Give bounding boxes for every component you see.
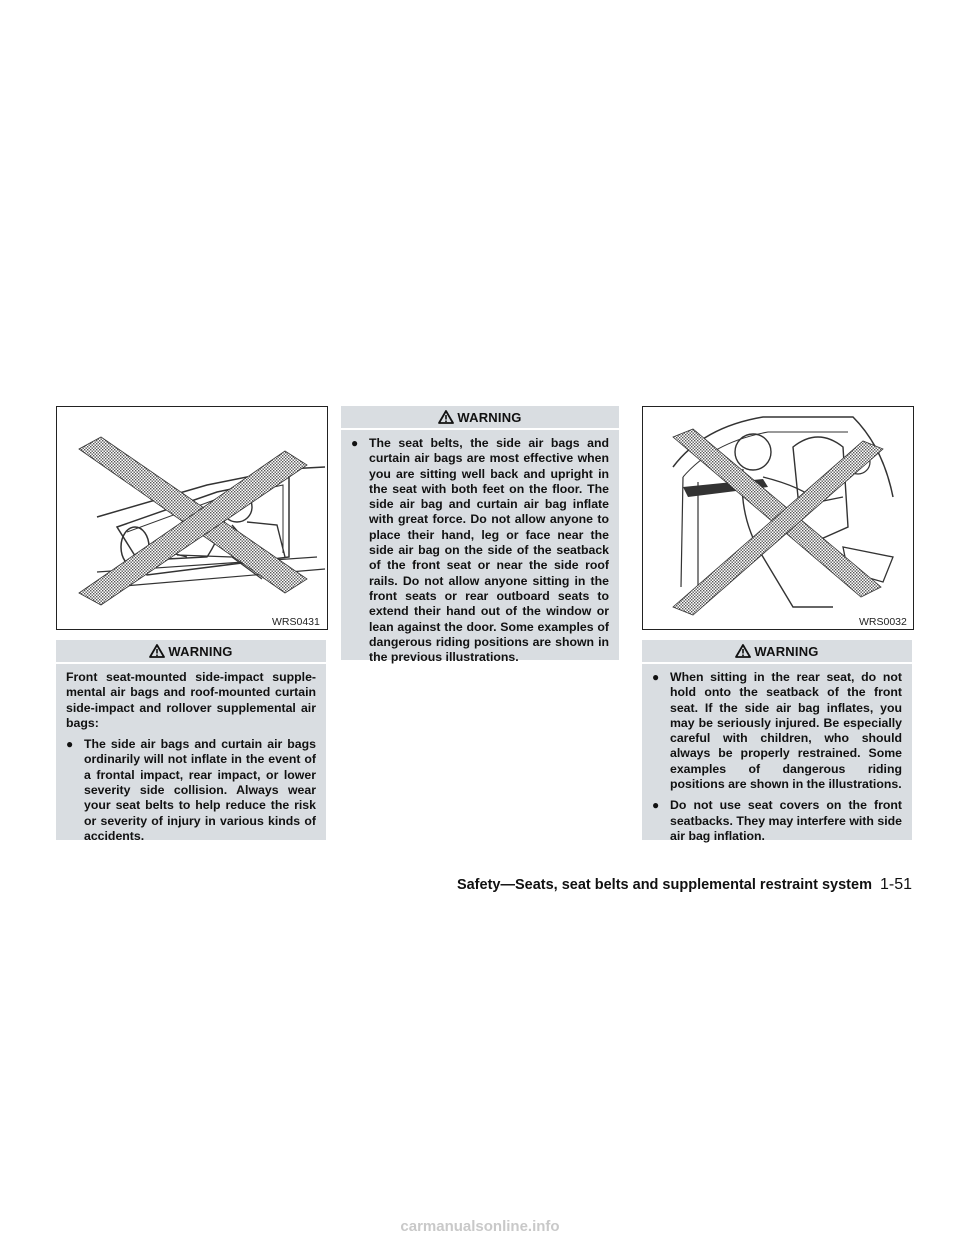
figure-code: WRS0032 <box>859 616 907 628</box>
list-item-text: The seat belts, the side air bags and curtain air bags are most effective when you are sitting well back and upright in the seat with both feet on the floor. The side air bag and curtain air bag inflate with great force. Do not allow anyone to place their hand, leg or face near the side air bag on the side of the seatback of the front seat or near the side roof rails. Do not allow anyone sitting in the front seats or rear outboard seats to extend their hand out of the window or lean against the door. Some examples of dangerous riding positions are shown in the previous illustrations. <box>369 436 609 665</box>
list-item <box>652 670 902 792</box>
warning-title: WARNING <box>168 643 233 659</box>
bullet-icon: ● <box>652 670 660 684</box>
warning-box-left <box>56 640 326 843</box>
warning-triangle-icon <box>438 410 454 424</box>
list-item-text: The side air bags and curtain air bags ordinarily will not inflate in the event of a frontal impact, rear impact, or lower severity side collision. Always wear your seat belts to help reduce the risk or severity of injury in various kinds of accidents. <box>84 737 316 843</box>
figure-code: WRS0431 <box>272 616 320 628</box>
page-number: 1-51 <box>879 876 912 893</box>
bullet-icon: ● <box>652 798 660 813</box>
warning-intro: Front seat-mounted side-impact supple-mental air bags and roof-mounted curtain side-impact and rollover supplemental air bags: <box>66 670 316 730</box>
watermark-link[interactable]: carmanualsonline.info <box>400 1218 560 1235</box>
warning-list <box>66 737 316 844</box>
list-item-text: When sitting in the rear seat, do not hold onto the seatback of the front seat. If the side air bag inflates, you may be seriously injured. Be especially careful with children, who should always be properly restrained. Some examples of dangerous riding positions are shown in the illustrations. <box>670 670 902 792</box>
illustration-drawing <box>57 407 327 629</box>
warning-heading <box>341 406 619 430</box>
illustration-drawing <box>643 407 913 629</box>
warning-list <box>652 670 902 844</box>
warning-title: WARNING <box>754 643 819 659</box>
warning-triangle-icon <box>735 644 751 658</box>
footer-section-title: Safety—Seats, seat belts and supplemental restraint system <box>456 877 872 893</box>
warning-triangle-icon <box>149 644 165 658</box>
warning-title: WARNING <box>457 409 522 425</box>
list-item <box>652 798 902 844</box>
page-footer <box>457 876 912 894</box>
bullet-icon: ● <box>351 436 359 450</box>
warning-box-middle <box>341 406 619 665</box>
list-item <box>66 737 316 844</box>
warning-heading <box>56 640 326 664</box>
list-item <box>351 436 609 665</box>
warning-list <box>351 436 609 665</box>
list-item-text: Do not use seat covers on the front seatbacks. They may interfere with side air bag inflation. <box>670 798 902 843</box>
illustration-rear-seat-hold <box>642 406 914 630</box>
warning-heading <box>642 640 912 664</box>
illustration-side-window-lean <box>56 406 328 630</box>
warning-box-right <box>642 640 912 843</box>
bullet-icon: ● <box>66 737 74 752</box>
